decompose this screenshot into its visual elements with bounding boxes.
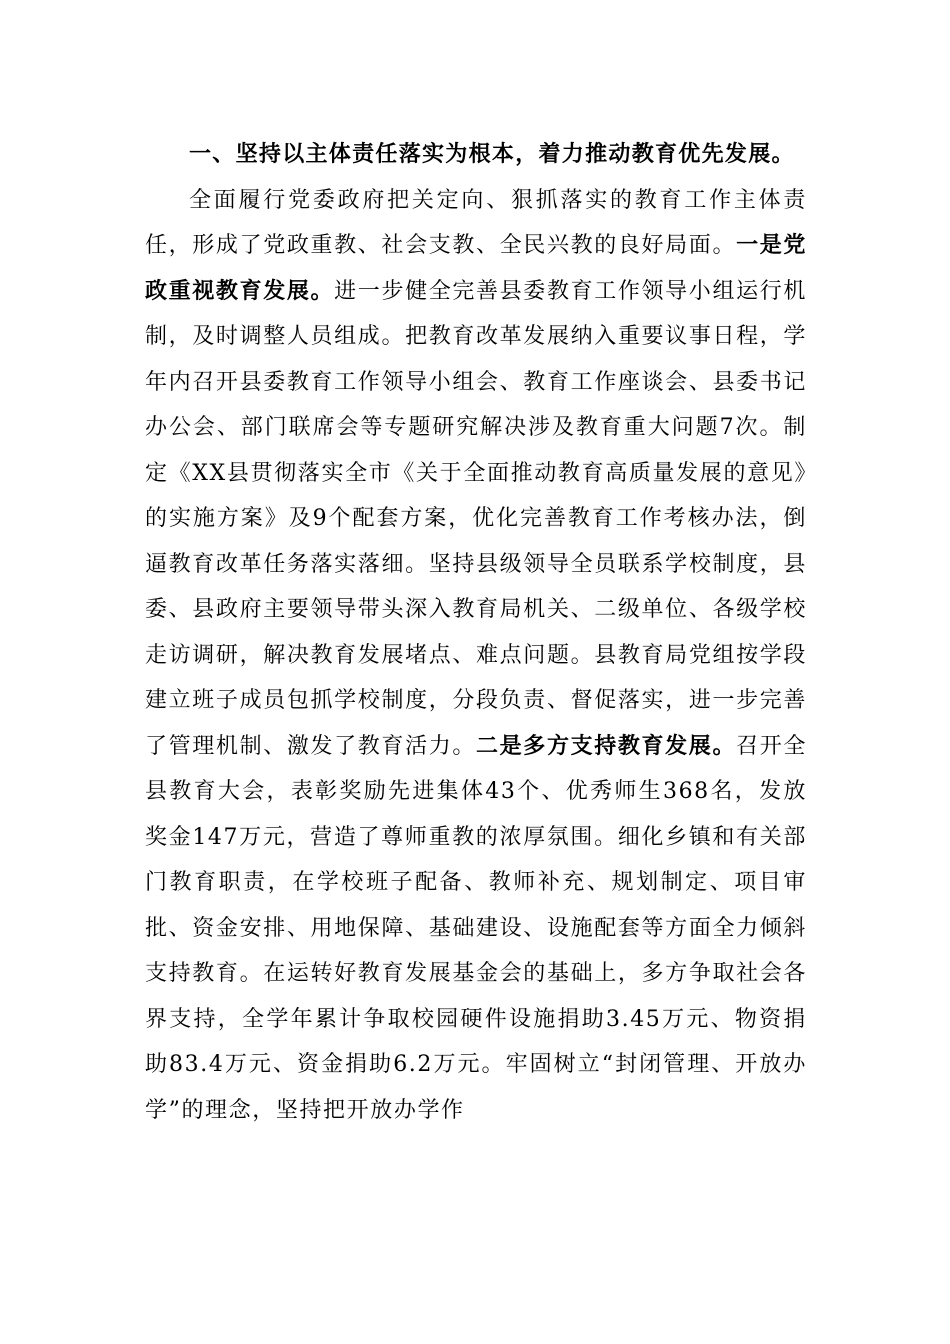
document-body — [145, 132, 807, 1133]
point-one-lead: 一是党政重视教育发展。 — [145, 233, 807, 304]
paragraph-intro: 全面履行党委政府把关定向、狠抓落实的教育工作主体责任，形成了党政重教、社会支教、全民兴教的良好局面。 — [145, 187, 807, 258]
point-two-text: 召开全县教育大会，表彰奖励先进集体43个、优秀师生368名，发放奖金147万元，营造了尊师重教的浓厚氛围。细化乡镇和有关部门教育职责，在学校班子配备、教师补充、规划制定、项目审批、资金安排、用地保障、基础建设、设施配套等方面全力倾斜支持教育。在运转好教育发展基金会的基础上，多方争取社会各界支持，全学年累计争取校园硬件设施捐助3.45万元、物资捐助83.4万元、资金捐助6.2万元。牢固树立“封闭管理、开放办学”的理念，坚持把开放办学作 — [145, 733, 807, 1123]
body-paragraph — [145, 178, 807, 1134]
point-one-text: 进一步健全完善县委教育工作领导小组运行机制，及时调整人员组成。把教育改革发展纳入重要议事日程，学年内召开县委教育工作领导小组会、教育工作座谈会、县委书记办公会、部门联席会等专题研究解决涉及教育重大问题7次。制定《XX县贯彻落实全市《关于全面推动教育高质量发展的意见》的实施方案》及9个配套方案，优化完善教育工作考核办法，倒逼教育改革任务落实落细。坚持县级领导全员联系学校制度，县委、县政府主要领导带头深入教育局机关、二级单位、各级学校走访调研，解决教育发展堵点、难点问题。县教育局党组按学段建立班子成员包抓学校制度，分段负责、督促落实，进一步完善了管理机制、激发了教育活力。 — [145, 278, 807, 759]
section-heading: 一、坚持以主体责任落实为根本，着力推动教育优先发展。 — [189, 142, 795, 167]
point-two-lead: 二是多方支持教育发展。 — [476, 733, 737, 759]
